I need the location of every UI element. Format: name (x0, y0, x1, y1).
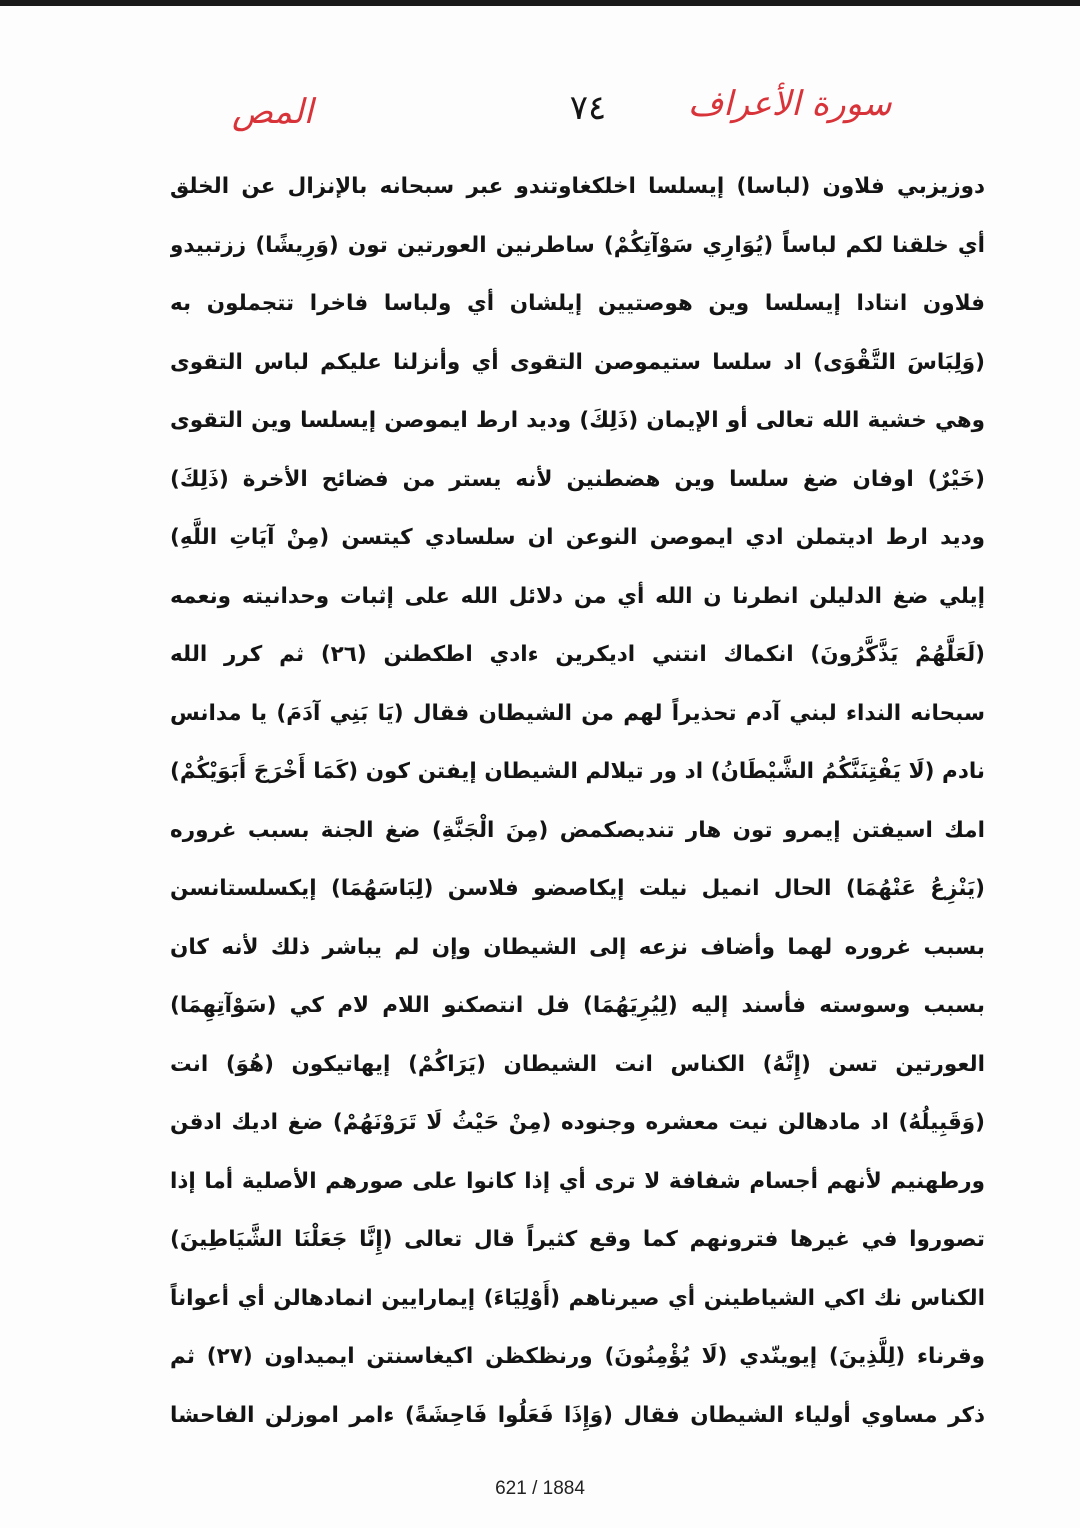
text-line: ذكر مساوي أولياء الشيطان فقال (وَإِذَا فَعَلُوا فَاحِشَةً) ءامر اموزلن الفاحشا (170, 1402, 985, 1428)
text-line: سبحانه النداء لبني آدم تحذيراً لهم من الشيطان فقال (يَا بَنِي آدَمَ) يا مدانس (170, 700, 985, 726)
text-line: وديد ارط اديتملن ادي ايموصن النوعن ان سلسادي كيتسن (مِنْ آيَاتِ اللَّهِ) (170, 525, 985, 550)
text-line: تصوروا في غيرها فترونهم كما وقع كثيراً قال تعالى (إِنَّا جَعَلْنَا الشَّيَاطِينَ) (170, 1227, 985, 1252)
text-line: وقرناء (لِلَّذِينَ) إيوينّدي (لَا يُؤْمِنُونَ) ورنظكظن اكيغاسنتن ايميداون (٢٧) ثم (170, 1344, 985, 1369)
text-line: أي خلقنا لكم لباساً (يُوَارِي سَوْآتِكُمْ) ساطرنين العورتين تون (وَرِيشًا) ززتبيدو (170, 232, 985, 258)
page-header (0, 78, 1080, 148)
text-line: (وَلِبَاسَ التَّقْوَى) اد سلسا ستيموصن التقوى أي وأنزلنا عليكم لباس التقوى (170, 349, 985, 375)
text-line: الكناس نك اكي الشياطينن أي صيرناهم (أَوْلِيَاءَ) إيمارايين انمادهالن أي أعواناً (170, 1285, 985, 1311)
page-number: ٧٤ (569, 88, 607, 128)
text-line: ورطهنيم لأنهم أجسام شفافة لا ترى أي إذا كانوا على صورهم الأصلية أما إذا (170, 1168, 985, 1194)
text-line: دوزيزبي فلاون (لباسا) إيسلسا اخلكغاوتندو عبر سبحانه بالإنزال عن الخلق (170, 174, 985, 199)
text-line: (لَعَلَّهُمْ يَذَّكَّرُونَ) انكماك انتني اديكرين ءادي اطكطنن (٢٦) ثم كرر الله (170, 642, 985, 667)
text-line: بسبب وسوسته فأسند إليه (لِيُرِيَهُمَا) فل انتصكنو اللام لام كي (سَوْآتِهِمَا) (170, 993, 985, 1018)
handwritten-note-left: المص (232, 92, 314, 132)
page-indicator: 621 / 1884 (495, 1478, 585, 1499)
document-page (0, 6, 1080, 1528)
text-line: امك اسيفتن إيمرو تون هار تنديصكمض (مِنَ الْجَنَّةِ) ضغ الجنة بسبب غروره (170, 817, 985, 843)
text-line: إيلي ضغ الدليلن انطرنا ن الله أي من دلائل الله على إثبات وحدانيته ونعمه (170, 583, 985, 609)
text-line: وهي خشية الله تعالى أو الإيمان (ذَلِكَ) وديد ارط ايموصن إيسلسا وين التقوى (170, 408, 985, 433)
handwritten-surah-name: سورة الأعراف (688, 84, 892, 124)
text-line: بسبب غروره لهما وأضاف نزعه إلى الشيطان وإن لم يباشر ذلك لأنه كان (170, 934, 985, 960)
text-line: (يَنْزِعُ عَنْهُمَا) الحال انميل نيلت إيكاصضو فلاسن (لِبَاسَهُمَا) إيكسلستانسن (170, 876, 985, 901)
text-line: فلاون انتادا إيسلسا وين هوصتيين إيلشان أي ولباسا فاخرا تتجملون به (170, 291, 985, 316)
text-line: العورتين تسن (إِنَّهُ) الكناس انت الشيطان (يَرَاكُمْ) إيهاتيكون (هُوَ) انت (170, 1051, 985, 1077)
body-text (170, 158, 985, 1445)
text-line: نادم (لَا يَفْتِنَنَّكُمُ الشَّيْطَانُ) اد ور تيلالم الشيطان إيفتن كون (كَمَا أَخْرَجَ أَبَوَيْكُمْ) (170, 759, 985, 784)
text-line: (وَقَبِيلُهُ) اد مادهالن نيت معشره وجنوده (مِنْ حَيْثُ لَا تَرَوْنَهُمْ) ضغ اديك ادقن (170, 1110, 985, 1135)
text-line: (خَيْرٌ) اوفان ضغ سلسا وين هضطنين لأنه يستر من فضائح الأخرة (ذَلِكَ) (170, 466, 985, 492)
